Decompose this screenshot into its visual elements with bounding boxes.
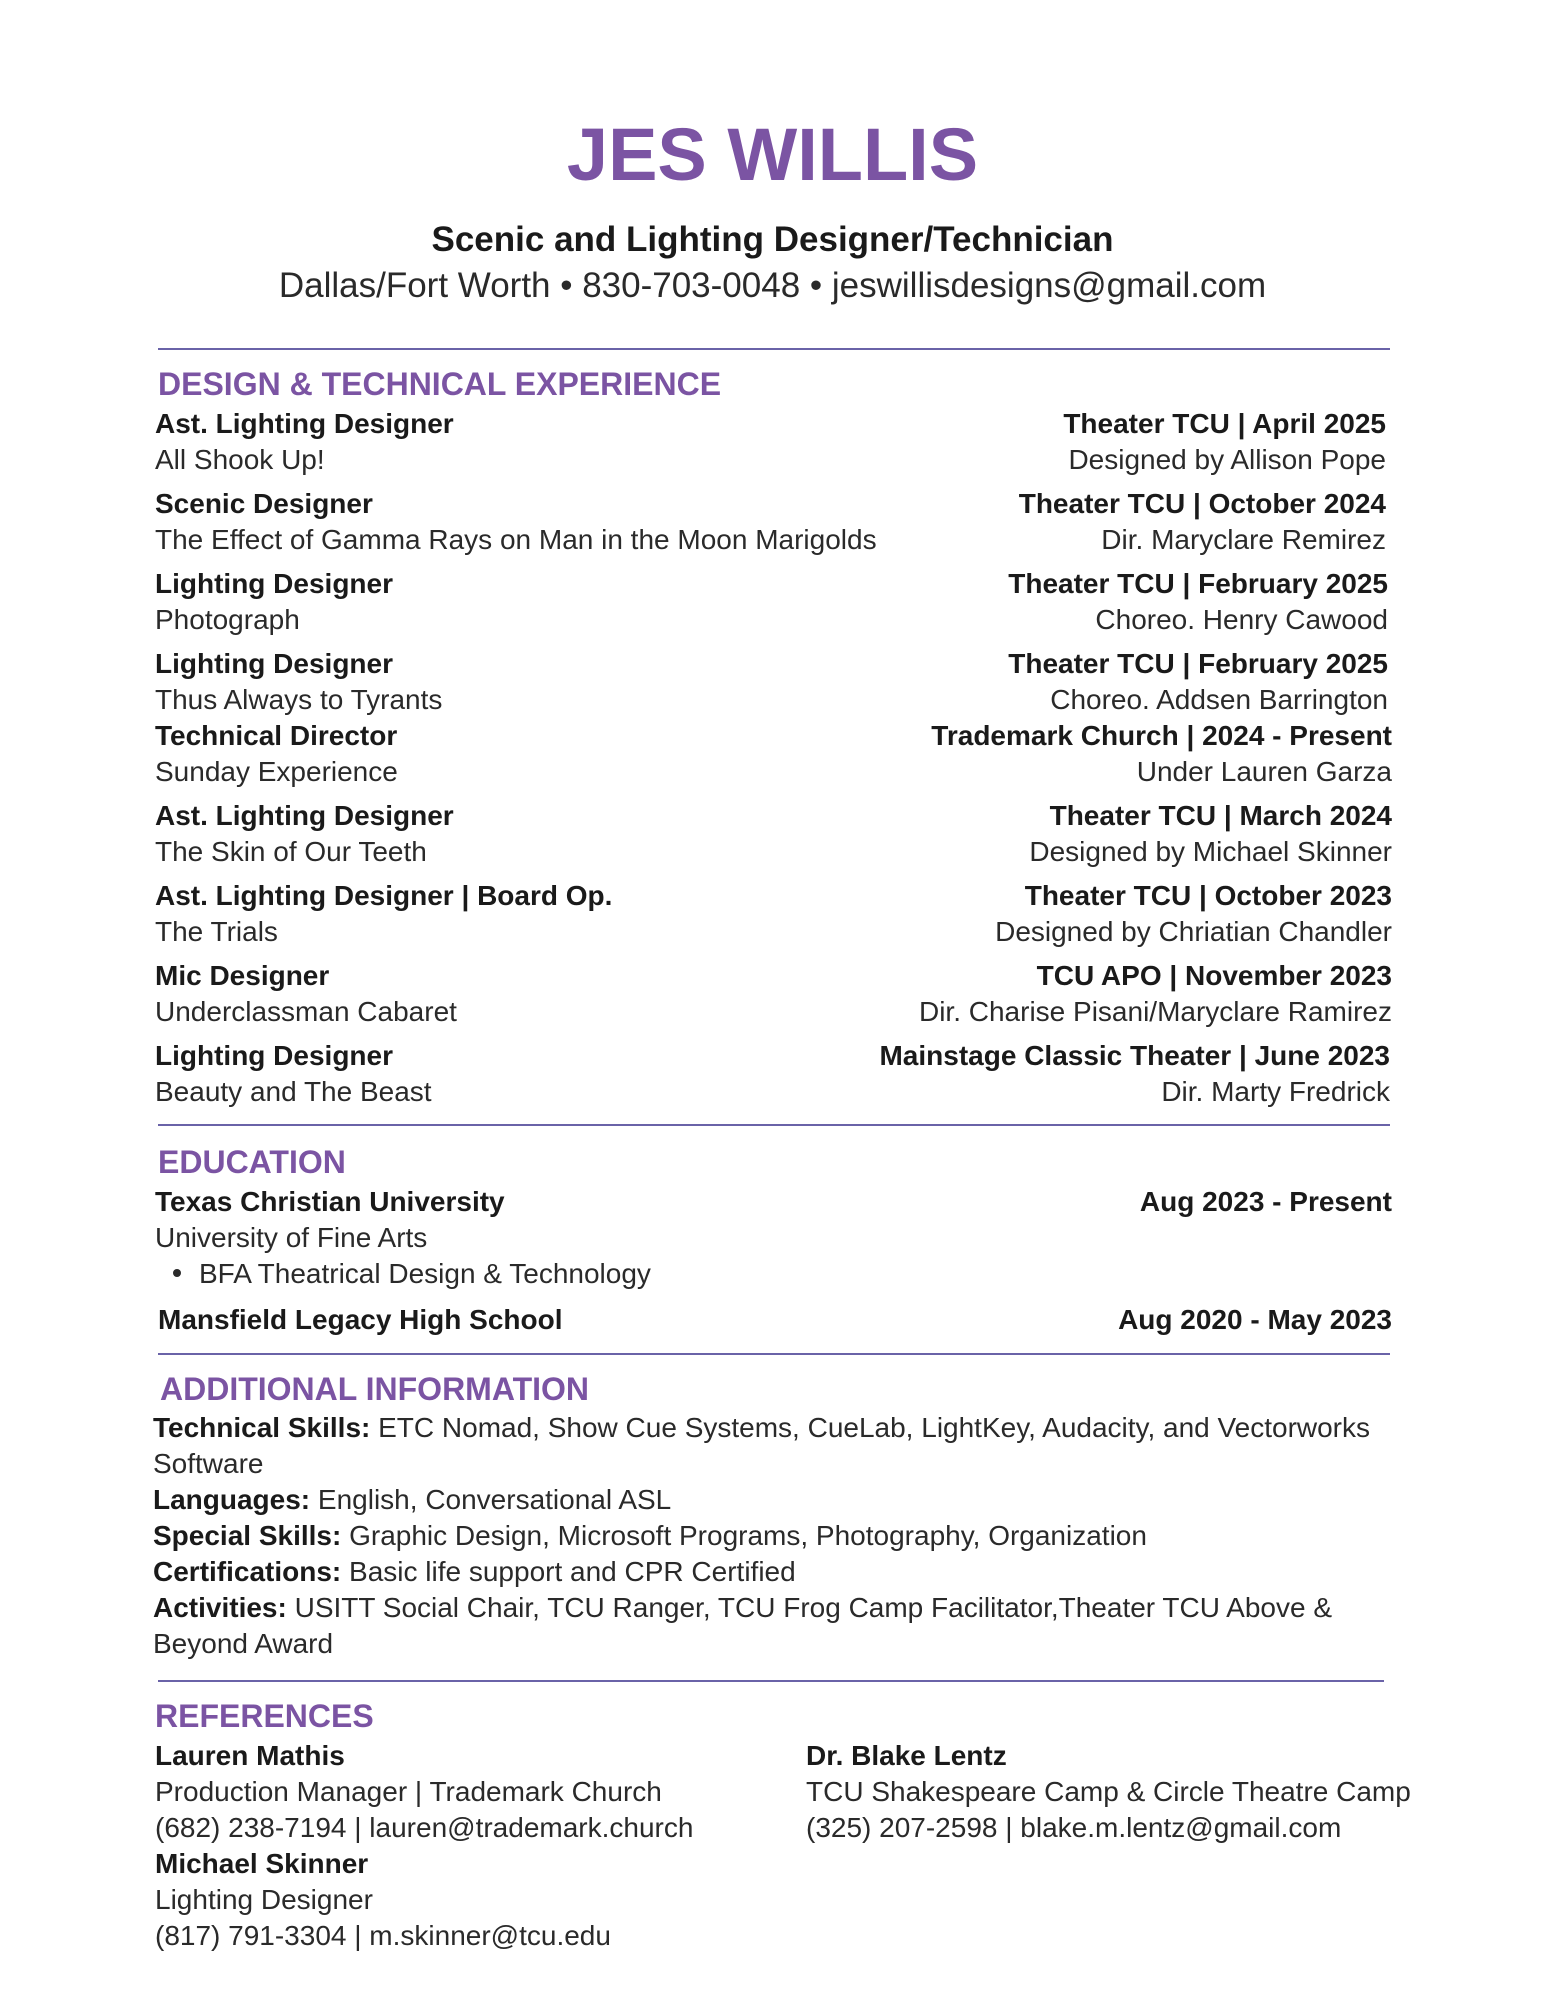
reference-position: Lighting Designer: [155, 1884, 373, 1915]
production: Underclassman Cabaret: [155, 996, 457, 1027]
venue-date: Theater TCU | February 2025: [1008, 648, 1388, 679]
candidate-name: JES WILLIS: [566, 113, 979, 196]
bullet-icon: [173, 1269, 181, 1277]
role: Scenic Designer: [155, 488, 373, 519]
languages-label: Languages:: [153, 1484, 311, 1515]
production: All Shook Up!: [155, 444, 325, 475]
divider: [158, 1353, 1390, 1355]
production: Thus Always to Tyrants: [155, 684, 443, 715]
technical-label: Technical Skills:: [153, 1412, 371, 1443]
credit: Designed by Chriatian Chandler: [995, 916, 1392, 947]
experience-heading: DESIGN & TECHNICAL EXPERIENCE: [158, 366, 722, 402]
venue-date: TCU APO | November 2023: [1036, 960, 1392, 991]
reference-contact: (817) 791-3304 | m.skinner@tcu.edu: [155, 1920, 611, 1951]
technical-skills: [153, 1410, 1403, 1482]
degree: BFA Theatrical Design & Technology: [199, 1258, 651, 1289]
reference-name: Michael Skinner: [155, 1848, 369, 1879]
divider: [158, 1680, 1384, 1682]
school-name: Texas Christian University: [155, 1186, 505, 1217]
special-skills: [153, 1518, 1403, 1554]
venue-date: Theater TCU | February 2025: [1008, 568, 1388, 599]
production: The Trials: [155, 916, 278, 947]
production: Beauty and The Beast: [155, 1076, 432, 1107]
role: Lighting Designer: [155, 568, 393, 599]
role: Lighting Designer: [155, 648, 393, 679]
venue-date: Trademark Church | 2024 - Present: [931, 720, 1392, 751]
credit: Designed by Michael Skinner: [1029, 836, 1392, 867]
credit: Designed by Allison Pope: [1068, 444, 1386, 475]
venue-date: Mainstage Classic Theater | June 2023: [879, 1040, 1390, 1071]
divider: [158, 348, 1390, 350]
reference-contact: (682) 238-7194 | lauren@trademark.church: [155, 1812, 694, 1843]
role: Ast. Lighting Designer | Board Op.: [155, 880, 613, 911]
additional-heading: ADDITIONAL INFORMATION: [160, 1371, 589, 1407]
credit: Choreo. Addsen Barrington: [1050, 684, 1388, 715]
venue-date: Theater TCU | October 2024: [1018, 488, 1386, 519]
credit: Dir. Maryclare Remirez: [1101, 524, 1386, 555]
languages: [153, 1482, 1403, 1518]
reference-name: Lauren Mathis: [155, 1740, 345, 1771]
education-dates: Aug 2023 - Present: [1139, 1186, 1392, 1217]
certifications-text: Basic life support and CPR Certified: [349, 1556, 796, 1587]
contact-line: Dallas/Fort Worth • 830-703-0048 • jeswillisdesigns@gmail.com: [278, 266, 1267, 305]
reference-name: Dr. Blake Lentz: [806, 1740, 1007, 1771]
activities: [153, 1590, 1403, 1662]
role: Lighting Designer: [155, 1040, 393, 1071]
college-name: University of Fine Arts: [155, 1222, 428, 1253]
school-name: Mansfield Legacy High School: [158, 1304, 563, 1335]
venue-date: Theater TCU | March 2024: [1049, 800, 1392, 831]
special-label: Special Skills:: [153, 1520, 342, 1551]
role: Technical Director: [155, 720, 398, 751]
role: Mic Designer: [155, 960, 330, 991]
production: Sunday Experience: [155, 756, 398, 787]
production: The Skin of Our Teeth: [155, 836, 427, 867]
credit: Choreo. Henry Cawood: [1095, 604, 1388, 635]
languages-text: English, Conversational ASL: [317, 1484, 672, 1515]
special-text: Graphic Design, Microsoft Programs, Photography, Organization: [349, 1520, 1147, 1551]
certifications-label: Certifications:: [153, 1556, 342, 1587]
credit: Dir. Charise Pisani/Maryclare Ramirez: [918, 996, 1392, 1027]
reference-position: TCU Shakespeare Camp & Circle Theatre Camp: [806, 1776, 1411, 1807]
role: Ast. Lighting Designer: [155, 800, 454, 831]
degree-item: [155, 1256, 651, 1292]
divider: [158, 1124, 1390, 1126]
production: Photograph: [155, 604, 300, 635]
credit: Dir. Marty Fredrick: [1161, 1076, 1390, 1107]
role: Ast. Lighting Designer: [155, 408, 454, 439]
activities-text: USITT Social Chair, TCU Ranger, TCU Frog Camp Facilitator,Theater TCU Above & Beyond Award: [153, 1592, 1333, 1659]
technical-text: ETC Nomad, Show Cue Systems, CueLab, LightKey, Audacity, and Vectorworks Software: [153, 1412, 1371, 1479]
certifications: [153, 1554, 1403, 1590]
venue-date: Theater TCU | April 2025: [1063, 408, 1386, 439]
references-heading: REFERENCES: [155, 1698, 374, 1734]
reference-position: Production Manager | Trademark Church: [155, 1776, 662, 1807]
reference-contact: (325) 207-2598 | blake.m.lentz@gmail.com: [806, 1812, 1342, 1843]
production: The Effect of Gamma Rays on Man in the Moon Marigolds: [155, 524, 877, 555]
venue-date: Theater TCU | October 2023: [1024, 880, 1392, 911]
education-dates: Aug 2020 - May 2023: [1118, 1304, 1392, 1335]
activities-label: Activities:: [153, 1592, 287, 1623]
education-heading: EDUCATION: [158, 1144, 346, 1180]
professional-title: Scenic and Lighting Designer/Technician: [431, 220, 1114, 259]
credit: Under Lauren Garza: [1136, 756, 1392, 787]
